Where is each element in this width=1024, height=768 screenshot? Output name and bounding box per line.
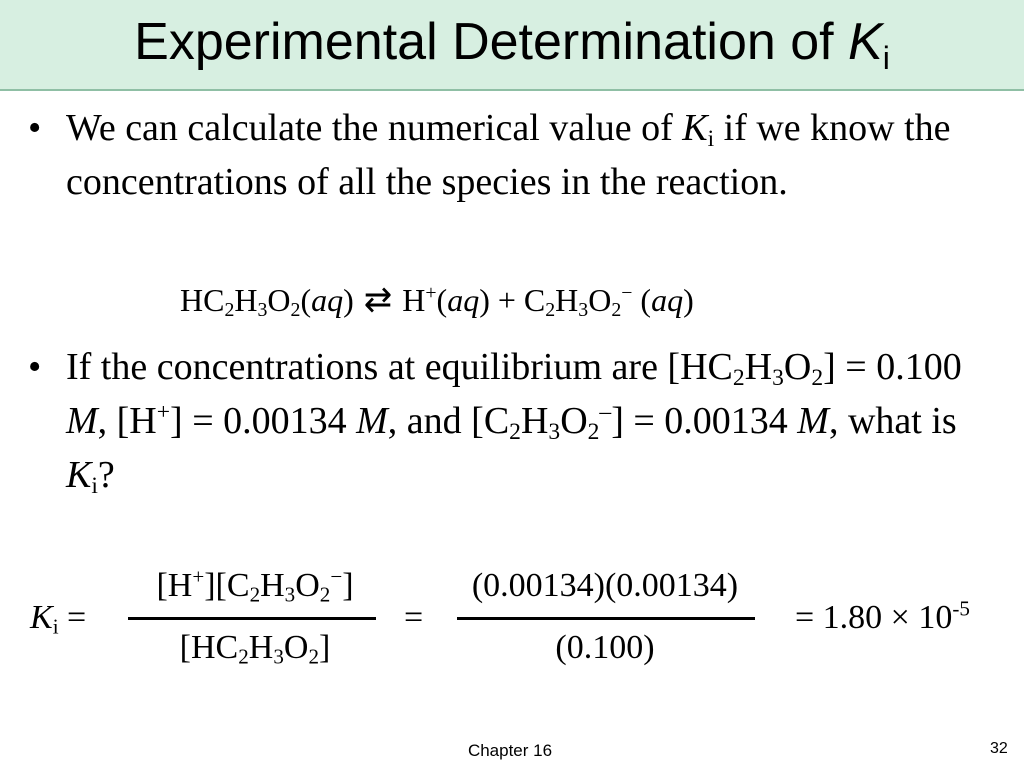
frac-part: [HC (179, 629, 239, 666)
reaction-equation (180, 278, 940, 323)
fraction-2-numerator: (0.00134)(0.00134) (471, 567, 739, 604)
frac-sup: − (330, 564, 343, 589)
b2-sup: + (156, 398, 171, 425)
slide-title (0, 8, 1024, 76)
b2-part: , [H (97, 400, 157, 442)
rxn-part: HC (180, 282, 225, 318)
frac-sub: 2 (319, 582, 331, 607)
b2-part: ] = 0.00134 (611, 400, 798, 442)
frac-part: ][C (204, 567, 250, 604)
b2-part: O (560, 400, 588, 442)
b2-part: ? (97, 454, 115, 496)
fraction-1-numerator (130, 566, 380, 606)
title-variable: K (848, 13, 883, 71)
frac-part: [H (156, 567, 193, 604)
ki-result (795, 598, 970, 638)
b2-sup: – (599, 398, 612, 425)
equals-sign-middle: = (404, 599, 424, 636)
equilibrium-arrow-icon: ⇄ (363, 282, 393, 319)
b2-part: ] = 0.00134 (170, 400, 357, 442)
bullet-dot: • (28, 107, 42, 149)
bullet-1-k-sub: i (707, 125, 715, 152)
b2-sub: 2 (587, 418, 600, 445)
bullet-1-text-b: if we know the concentrations of all the species in the reaction. (66, 107, 951, 203)
result-value: = 1.80 × 10 (795, 599, 953, 636)
b2-part: H (744, 346, 773, 388)
b2-molar: M (356, 400, 388, 442)
bullet-1-text-a: We can calculate the numerical value of (66, 107, 683, 149)
frac-part: ] (319, 629, 331, 666)
rxn-sub: 2 (290, 298, 301, 321)
b2-sub: 3 (548, 418, 561, 445)
footer-chapter: Chapter 16 (467, 741, 553, 760)
rxn-part: H (402, 282, 426, 318)
bullet-dot: • (28, 346, 42, 388)
rxn-sub: 2 (224, 298, 235, 321)
rxn-part: H (234, 282, 258, 318)
frac-sub: 2 (308, 644, 319, 669)
ki-k: K (30, 599, 53, 636)
b2-sub: 2 (732, 364, 745, 391)
b2-part: If the concentrations at equilibrium are [HC (66, 346, 733, 388)
rxn-part: O (588, 282, 612, 318)
ki-sub: i (52, 614, 59, 639)
frac-sub: 3 (284, 582, 296, 607)
fraction-2-denominator: (0.100) (555, 629, 655, 666)
rxn-sub: 2 (545, 298, 556, 321)
frac-sub: 2 (249, 582, 261, 607)
b2-part: O (783, 346, 812, 388)
frac-sub: 3 (273, 644, 284, 669)
rxn-aq: aq (651, 282, 684, 318)
bullet-text-2 (66, 340, 986, 502)
b2-k-sub: i (91, 472, 98, 499)
rxn-sup: + (425, 282, 437, 305)
rxn-aq: aq (311, 282, 344, 318)
rxn-part: ( (300, 282, 312, 318)
title-band (0, 0, 1024, 91)
ki-label (30, 598, 86, 638)
frac-part: ] (342, 567, 354, 604)
b2-sub: 2 (509, 418, 521, 445)
b2-part: , and [C (387, 400, 510, 442)
rxn-sub: 2 (611, 298, 622, 321)
rxn-part: O (267, 282, 291, 318)
b2-part: H (520, 400, 549, 442)
result-exponent: -5 (952, 596, 970, 621)
rxn-part: ( (632, 282, 652, 318)
b2-sub: 2 (811, 364, 824, 391)
frac-sub: 2 (238, 644, 249, 669)
title-subscript: i (882, 40, 890, 76)
rxn-part: H (555, 282, 579, 318)
rxn-part: ) + C (479, 282, 546, 318)
equals-sign: = (58, 599, 87, 636)
rxn-part: ) (683, 282, 694, 318)
frac-part: H (260, 567, 285, 604)
frac-part: O (283, 629, 309, 666)
bullet-text-1 (66, 101, 986, 209)
frac-part: H (248, 629, 274, 666)
fraction-1-denominator (130, 628, 380, 668)
rxn-aq: aq (447, 282, 480, 318)
frac-part: O (295, 567, 320, 604)
b2-molar: M (797, 400, 829, 442)
fraction-1-bar (128, 617, 376, 620)
b2-part: , what is (828, 400, 957, 442)
b2-part: ] = 0.100 (823, 346, 962, 388)
fraction-2-bar (457, 617, 755, 620)
rxn-part: ( (436, 282, 448, 318)
rxn-sub: 3 (578, 298, 589, 321)
slide-number: 32 (990, 740, 1008, 757)
rxn-part: ) (343, 282, 354, 318)
b2-sub: 3 (772, 364, 784, 391)
b2-k: K (66, 454, 92, 496)
rxn-sub: 3 (257, 298, 268, 321)
bullet-1-k: K (682, 107, 708, 149)
b2-molar: M (66, 400, 98, 442)
title-text: Experimental Determination of (134, 13, 849, 71)
frac-sup: + (192, 564, 205, 589)
rxn-sup: − (621, 282, 633, 305)
